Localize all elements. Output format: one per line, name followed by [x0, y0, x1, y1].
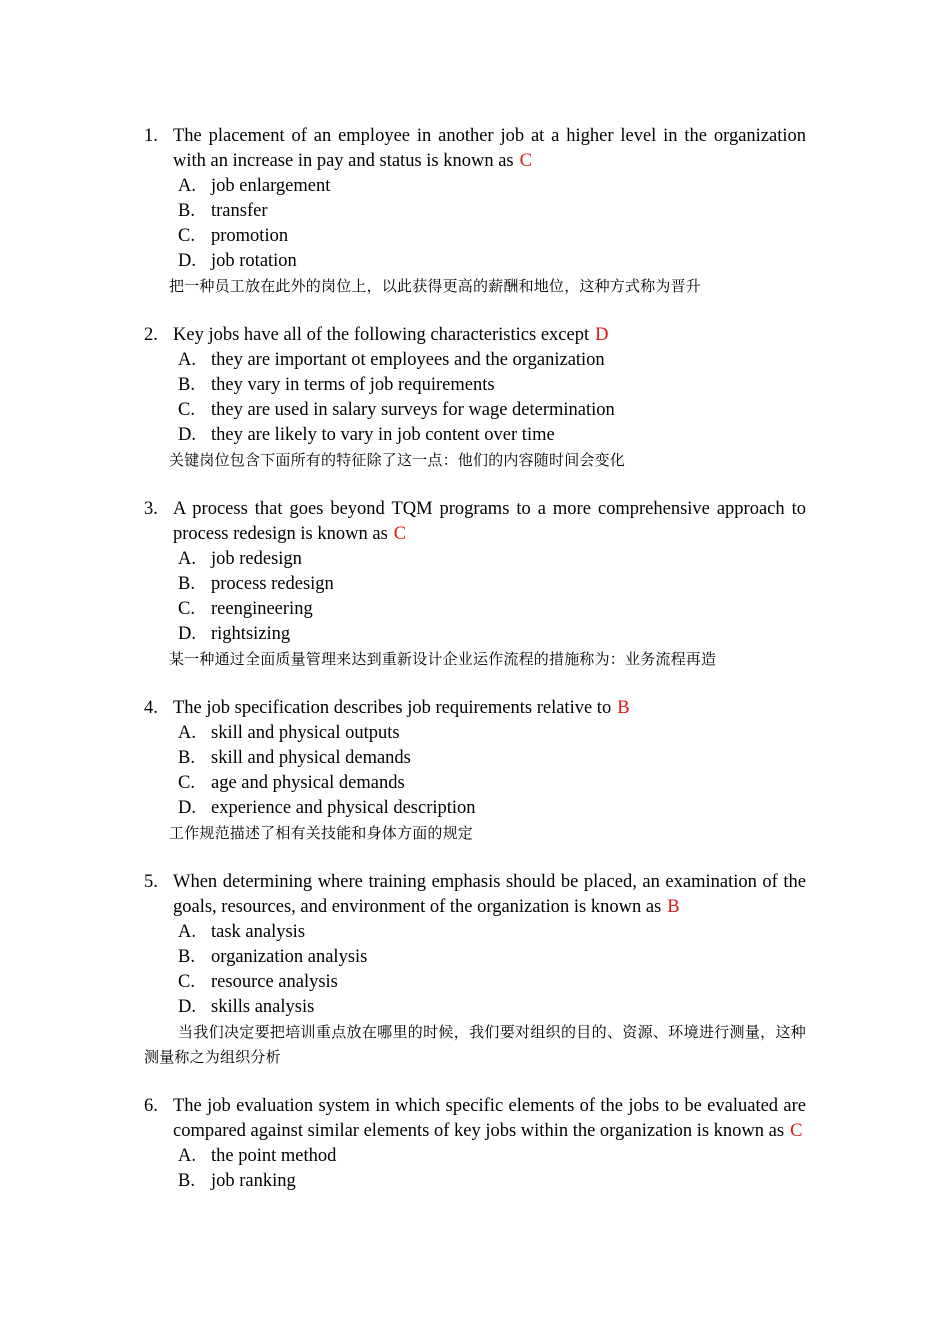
question-number: 6. [144, 1096, 158, 1116]
question-6 [144, 1094, 806, 1194]
option-list [144, 920, 806, 1020]
question-5 [144, 870, 806, 1070]
question-stem [144, 497, 806, 547]
question-1 [144, 124, 806, 299]
option-b: B. transfer [178, 201, 268, 221]
question-stem [144, 124, 806, 174]
option-list [144, 721, 806, 821]
question-text: The job specification describes job requirements relative to B [173, 698, 630, 718]
question-text: When determining where training emphasis should be placed, an examination of the goals, resources, and environment of the organization is known as B [173, 872, 806, 917]
answer-key: C [519, 151, 532, 171]
question-4 [144, 696, 806, 846]
question-number: 3. [144, 499, 158, 519]
chinese-explanation: 关键岗位包含下面所有的特征除了这一点：他们的内容随时间会变化 [169, 451, 626, 469]
question-number: 4. [144, 698, 158, 718]
option-list [144, 174, 806, 274]
option-a: A. they are important ot employees and the organization [178, 350, 605, 370]
answer-key: C [393, 524, 407, 544]
option-d: D. job rotation [178, 251, 297, 271]
question-text: A process that goes beyond TQM programs to a more comprehensive approach to process redesign is known as C [173, 499, 806, 544]
option-a: A. skill and physical outputs [178, 723, 400, 743]
question-stem [144, 323, 806, 348]
option-b: B. job ranking [178, 1171, 296, 1191]
option-d: D. rightsizing [178, 624, 291, 644]
option-list [144, 348, 806, 448]
option-d: D. they are likely to vary in job content over time [178, 425, 555, 445]
answer-key: C [790, 1121, 803, 1141]
question-number: 1. [144, 126, 158, 146]
option-c: C. they are used in salary surveys for wage determination [178, 400, 615, 420]
option-c: C. age and physical demands [178, 773, 405, 793]
option-a: A. the point method [178, 1146, 337, 1166]
option-b: B. skill and physical demands [178, 748, 411, 768]
question-text: The placement of an employee in another job at a higher level in the organization with an increase in pay and status is known as C [173, 126, 806, 171]
option-a: A. job enlargement [178, 176, 331, 196]
question-stem [144, 870, 806, 920]
chinese-explanation: 工作规范描述了相有关技能和身体方面的规定 [169, 824, 474, 842]
answer-key: D [595, 325, 609, 345]
option-d: D. skills analysis [178, 997, 315, 1017]
option-c: C. reengineering [178, 599, 313, 619]
answer-key: B [617, 698, 630, 718]
question-stem [144, 696, 806, 721]
chinese-explanation: 当我们决定要把培训重点放在哪里的时候，我们要对组织的目的、资源、环境进行测量，这种测量称之为组织分析 [144, 1023, 806, 1066]
option-a: A. job redesign [178, 549, 302, 569]
question-stem [144, 1094, 806, 1144]
option-b: B. process redesign [178, 574, 334, 594]
answer-key: B [667, 897, 680, 917]
question-text: The job evaluation system in which specific elements of the jobs to be evaluated are compared against similar elements of key jobs within the organization is known as C [173, 1096, 806, 1141]
chinese-explanation: 把一种员工放在此外的岗位上，以此获得更高的薪酬和地位，这种方式称为晋升 [169, 277, 702, 295]
option-c: C. resource analysis [178, 972, 338, 992]
option-b: B. they vary in terms of job requirements [178, 375, 495, 395]
chinese-explanation: 某一种通过全面质量管理来达到重新设计企业运作流程的措施称为：业务流程再造 [169, 650, 717, 668]
question-number: 5. [144, 872, 158, 892]
option-c: C. promotion [178, 226, 289, 246]
option-list [144, 1144, 806, 1194]
question-text: Key jobs have all of the following characteristics except D [173, 325, 609, 345]
option-a: A. task analysis [178, 922, 306, 942]
option-d: D. experience and physical description [178, 798, 476, 818]
question-2 [144, 323, 806, 473]
question-3 [144, 497, 806, 672]
option-b: B. organization analysis [178, 947, 368, 967]
option-list [144, 547, 806, 647]
question-number: 2. [144, 325, 158, 345]
